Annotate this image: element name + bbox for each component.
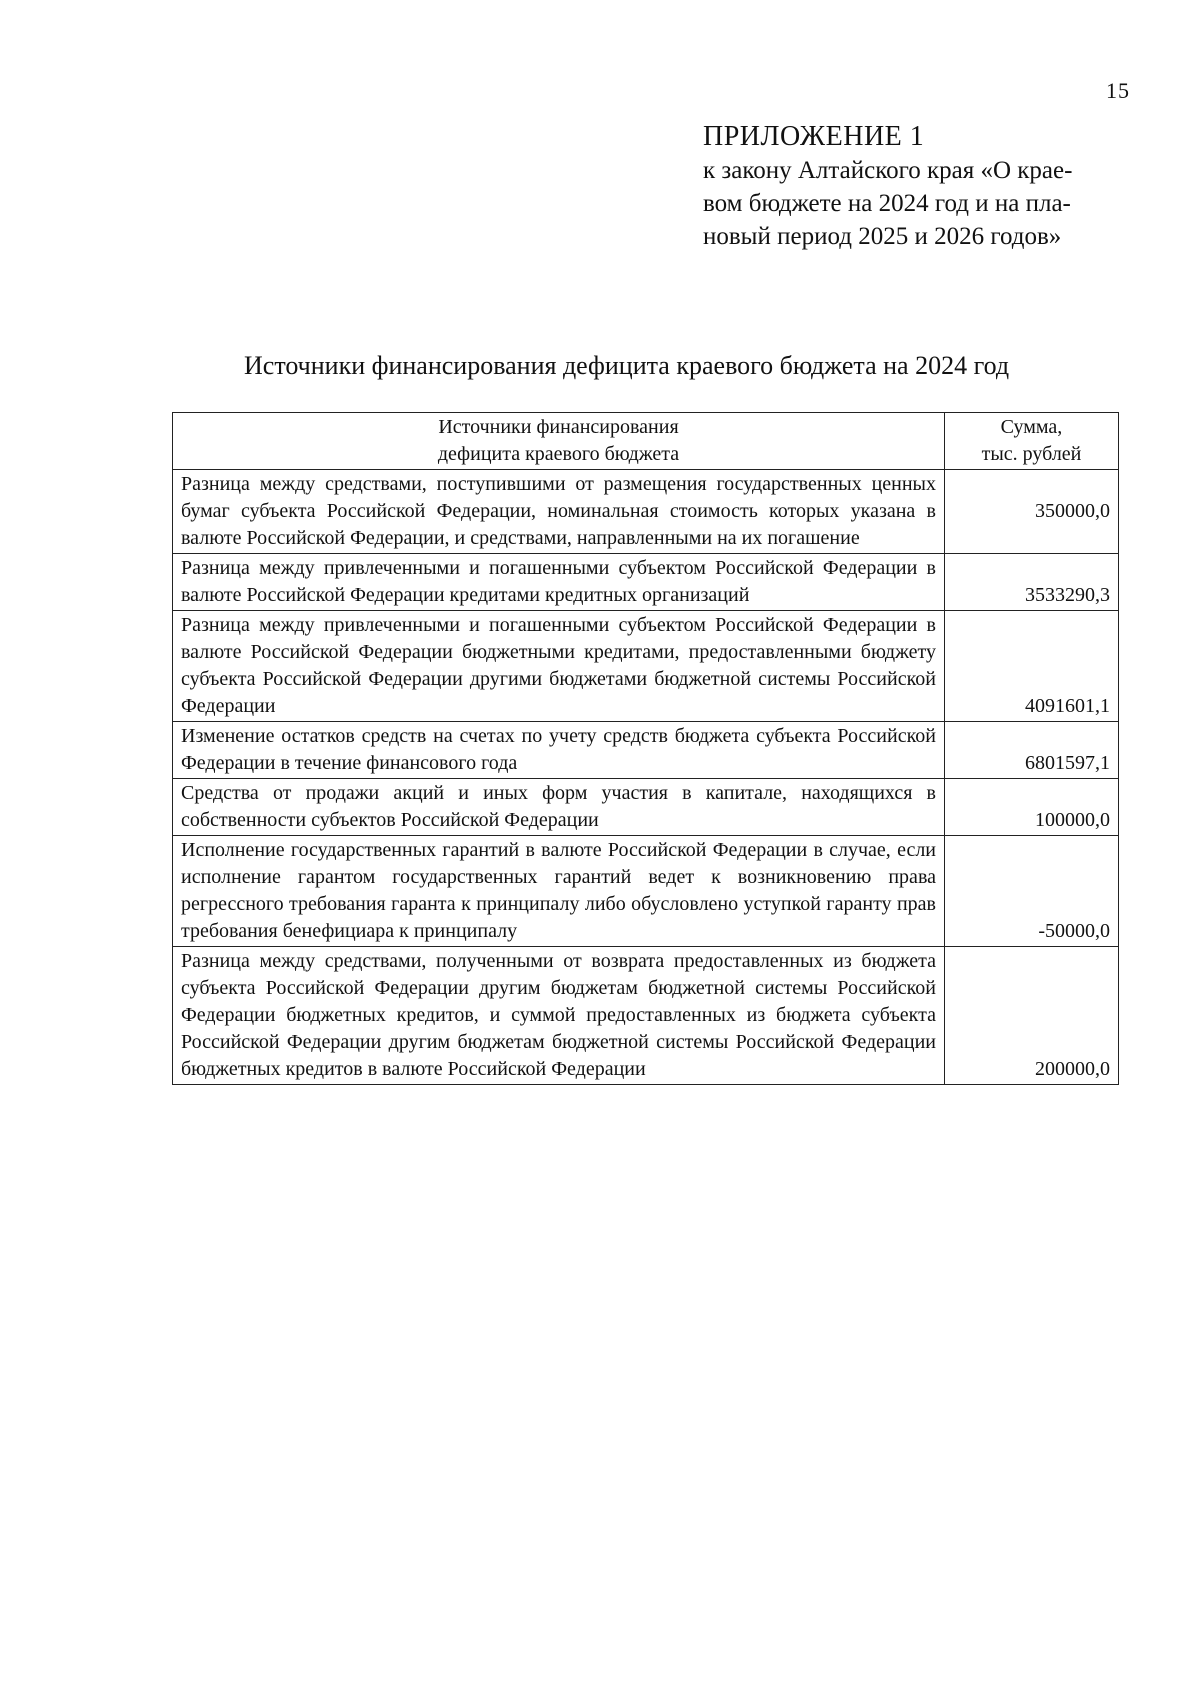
row-amount: 100000,0	[945, 779, 1119, 836]
row-description: Разница между привлеченными и погашенными субъектом Российской Федерации в валюте Российской Федерации кредитами кредитных организаций	[173, 554, 945, 611]
table-row	[173, 722, 1119, 779]
financing-sources-table	[172, 412, 1119, 1085]
row-amount: -50000,0	[945, 836, 1119, 947]
row-amount: 4091601,1	[945, 611, 1119, 722]
header-amount	[945, 413, 1119, 470]
header-sources	[173, 413, 945, 470]
table-row	[173, 836, 1119, 947]
appendix-line-1: к закону Алтайского края «О крае-	[703, 157, 1073, 184]
row-amount: 350000,0	[945, 470, 1119, 554]
appendix-line-3: новый период 2025 и 2026 годов»	[703, 223, 1062, 250]
row-description: Средства от продажи акций и иных форм участия в капитале, находящихся в собственности субъектов Российской Федерации	[173, 779, 945, 836]
row-amount: 6801597,1	[945, 722, 1119, 779]
row-description: Разница между привлеченными и погашенными субъектом Российской Федерации в валюте Российской Федерации бюджетными кредитами, предоставленными бюджету субъекта Российской Федерации другими бюджетами бюджетной системы Российской Федерации	[173, 611, 945, 722]
row-amount: 200000,0	[945, 947, 1119, 1085]
header-amount-line-2: тыс. рублей	[981, 443, 1082, 465]
row-description: Разница между средствами, полученными от возврата предоставленных из бюджета субъекта Российской Федерации другим бюджетам бюджетной системы Российской Федерации бюджетных кредитов, и суммой предоставленных из бюджета субъекта Российской Федерации другим бюджетам бюджетной системы Российской Федерации бюджетных кредитов в валюте Российской Федерации	[173, 947, 945, 1085]
row-description: Изменение остатков средств на счетах по учету средств бюджета субъекта Российской Федерации в течение финансового года	[173, 722, 945, 779]
table-header-row	[173, 413, 1119, 470]
row-description: Разница между средствами, поступившими от размещения государственных ценных бумаг субъекта Российской Федерации, номинальная стоимость которых указана в валюте Российской Федерации, и средствами, направленными на их погашение	[173, 470, 945, 554]
table-row	[173, 779, 1119, 836]
header-sources-line-2: дефицита краевого бюджета	[437, 443, 680, 465]
table-row	[173, 554, 1119, 611]
table-row	[173, 470, 1119, 554]
header-sources-line-1: Источники финансирования	[438, 416, 679, 438]
header-amount-line-1: Сумма,	[1000, 416, 1063, 438]
table-row	[173, 611, 1119, 722]
appendix-block	[703, 120, 1123, 253]
row-amount: 3533290,3	[945, 554, 1119, 611]
table-row	[173, 947, 1119, 1085]
appendix-title: ПРИЛОЖЕНИЕ 1	[703, 121, 925, 152]
document-title: Источники финансирования дефицита краевого бюджета на 2024 год	[244, 351, 1010, 380]
page-number: 15	[1106, 78, 1130, 103]
appendix-line-2: вом бюджете на 2024 год и на пла-	[703, 190, 1071, 217]
row-description: Исполнение государственных гарантий в валюте Российской Федерации в случае, если исполнение гарантом государственных гарантий ведет к возникновению права регрессного требования гаранта к принципалу либо обусловлено уступкой гаранту прав требования бенефициара к принципалу	[173, 836, 945, 947]
